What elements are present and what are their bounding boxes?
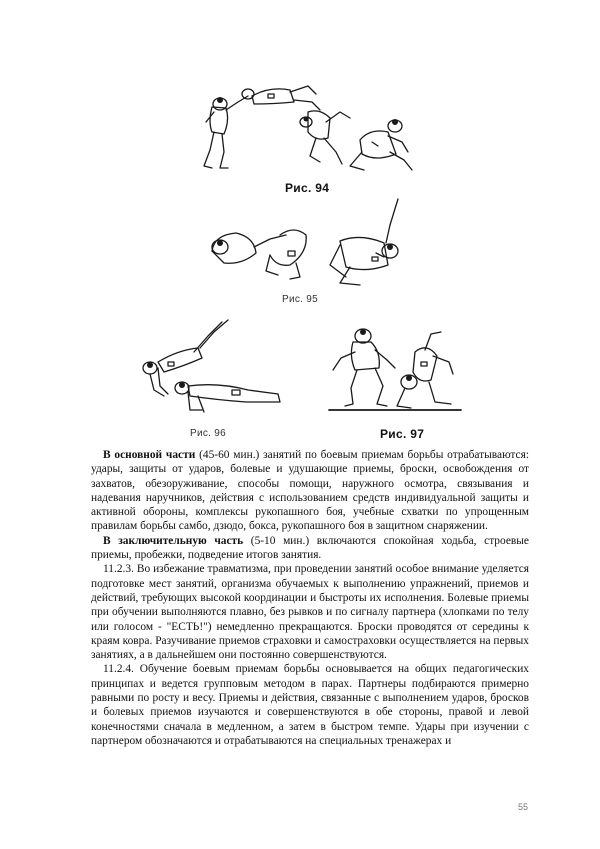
paragraph-main-part <box>91 448 529 534</box>
figure-94-illustration <box>190 82 430 177</box>
paragraph-final-part <box>91 534 529 563</box>
paragraph-main-part-text: (45-60 мин.) занятий по боевым приемам борьбы отрабатываются: удары, защиты от ударов, болевые и удушающие приемы, броски, освобождения от захватов, обезоруживание, способы помощи, наружного осмотра, связывания и надевания наручников, действия с использованием средств индивидуальной защиты и активной обороны, комплексы рукопашного боя, учебные схватки по упрощенным правилам борьбы самбо, дзюдо, бокса, рукопашного боя в защитном снаряжении. <box>91 449 530 533</box>
figure-96-caption: Рис. 96 <box>190 428 227 439</box>
paragraph-11-2-4-text: 11.2.4. Обучение боевым приемам борьбы основывается на общих педагогических принципах и ведется групповым методом в парах. Партнеры подбираются примерно равными по росту и весу. Приемы и действия, связанные с выполнением ударов, бросков и болевых приемов изучаются и совершенствуются в обе стороны, правой и левой конечностями сначала в медленном, а затем в быстром темпе. Удары при изучении с партнером обозначаются и отрабатываются на специальных тренажерах и <box>91 663 529 747</box>
paragraph-11-2-4 <box>91 662 529 748</box>
paragraph-main-part-lead: В основной части <box>103 449 196 461</box>
figure-97-illustration <box>325 322 465 417</box>
paragraph-final-part-text: (5-10 мин.) включаются спокойная ходьба, строевые приемы, пробежки, подведение итогов занятия. <box>91 534 529 562</box>
figure-95-caption: Рис. 95 <box>282 294 319 305</box>
body-text <box>91 448 529 748</box>
page-number: 55 <box>517 802 528 812</box>
figure-97-caption: Рис. 97 <box>380 427 425 441</box>
paragraph-11-2-3-text: 11.2.3. Во избежание травматизма, при проведении занятий особое внимание уделяется подготовке мест занятий, организма обучаемых к выполнению упражнений, приемов и действий, требующих высокой координации и быстроты их исполнения. Болевые приемы при обучении выполняются плавно, без рывков и по сигналу партнера (хлопками по телу или голосом - "ЕСТЬ!") немедленно прекращаются. Броски проводятся от середины к краям ковра. Разучивание приемов страховки и самостраховки осуществляется на первых занятиях, а в дальнейшем они постоянно совершенствуются. <box>91 563 529 662</box>
paragraph-11-2-3 <box>91 562 529 662</box>
figure-95-illustration <box>190 195 420 290</box>
figure-94-caption: Рис. 94 <box>285 181 330 195</box>
figure-96-illustration <box>128 318 288 418</box>
paragraph-final-part-lead: В заключительную часть <box>103 534 244 547</box>
